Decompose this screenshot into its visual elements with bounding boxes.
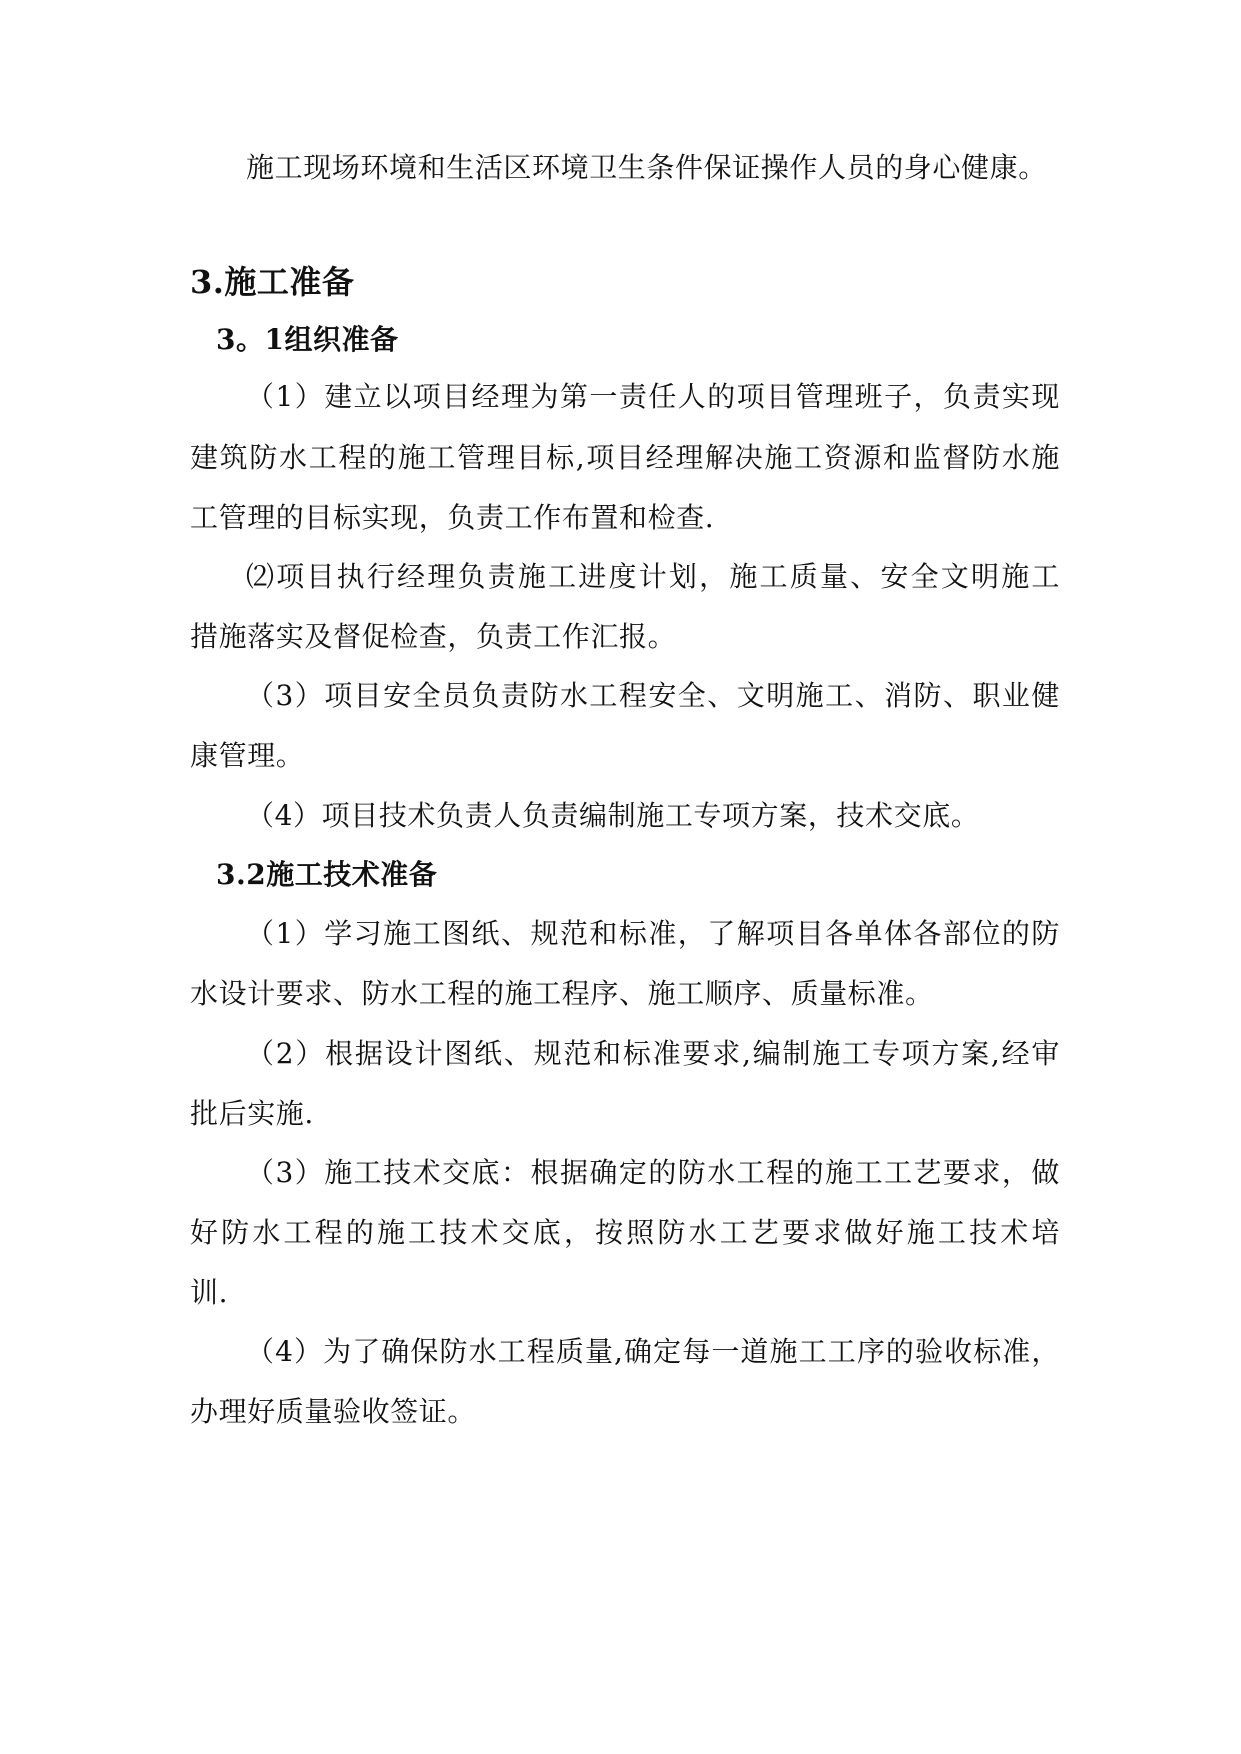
paragraph-line: ⑵项目执行经理负责施工进度计划，施工质量、安全文明施工 bbox=[246, 560, 1060, 593]
subsection-title-organization: 3。1组织准备 bbox=[216, 323, 399, 356]
paragraph-line: 好防水工程的施工技术交底，按照防水工艺要求做好施工技术培 bbox=[190, 1216, 1060, 1249]
paragraph-line: 办理好质量验收签证。 bbox=[190, 1395, 477, 1428]
paragraph-line: 工管理的目标实现，负责工作布置和检查. bbox=[190, 501, 715, 534]
intro-line: 施工现场环境和生活区环境卫生条件保证操作人员的身心健康。 bbox=[246, 151, 1047, 184]
subsection-title-technical: 3.2施工技术准备 bbox=[216, 858, 438, 891]
section-title: 3.施工准备 bbox=[190, 263, 355, 301]
paragraph-line: （1）建立以项目经理为第一责任人的项目管理班子，负责实现 bbox=[246, 380, 1060, 413]
paragraph-line: （3）施工技术交底：根据确定的防水工程的施工工艺要求，做 bbox=[246, 1156, 1060, 1189]
paragraph-line: （2）根据设计图纸、规范和标准要求,编制施工专项方案,经审 bbox=[246, 1037, 1060, 1070]
paragraph-line: 建筑防水工程的施工管理目标,项目经理解决施工资源和监督防水施 bbox=[190, 441, 1060, 474]
paragraph-line: 康管理。 bbox=[190, 739, 305, 772]
paragraph-line: （4）为了确保防水工程质量,确定每一道施工工序的验收标准， bbox=[246, 1335, 1060, 1368]
paragraph-line: （1）学习施工图纸、规范和标准，了解项目各单体各部位的防 bbox=[246, 917, 1060, 950]
paragraph-line: 批后实施. bbox=[190, 1097, 314, 1130]
paragraph-line: 措施落实及督促检查，负责工作汇报。 bbox=[190, 620, 677, 653]
paragraph-line: （3）项目安全员负责防水工程安全、文明施工、消防、职业健 bbox=[246, 679, 1060, 712]
paragraph-line: 训. bbox=[190, 1276, 229, 1309]
paragraph-line: （4）项目技术负责人负责编制施工专项方案，技术交底。 bbox=[246, 799, 980, 832]
paragraph-line: 水设计要求、防水工程的施工程序、施工顺序、质量标准。 bbox=[190, 977, 934, 1010]
